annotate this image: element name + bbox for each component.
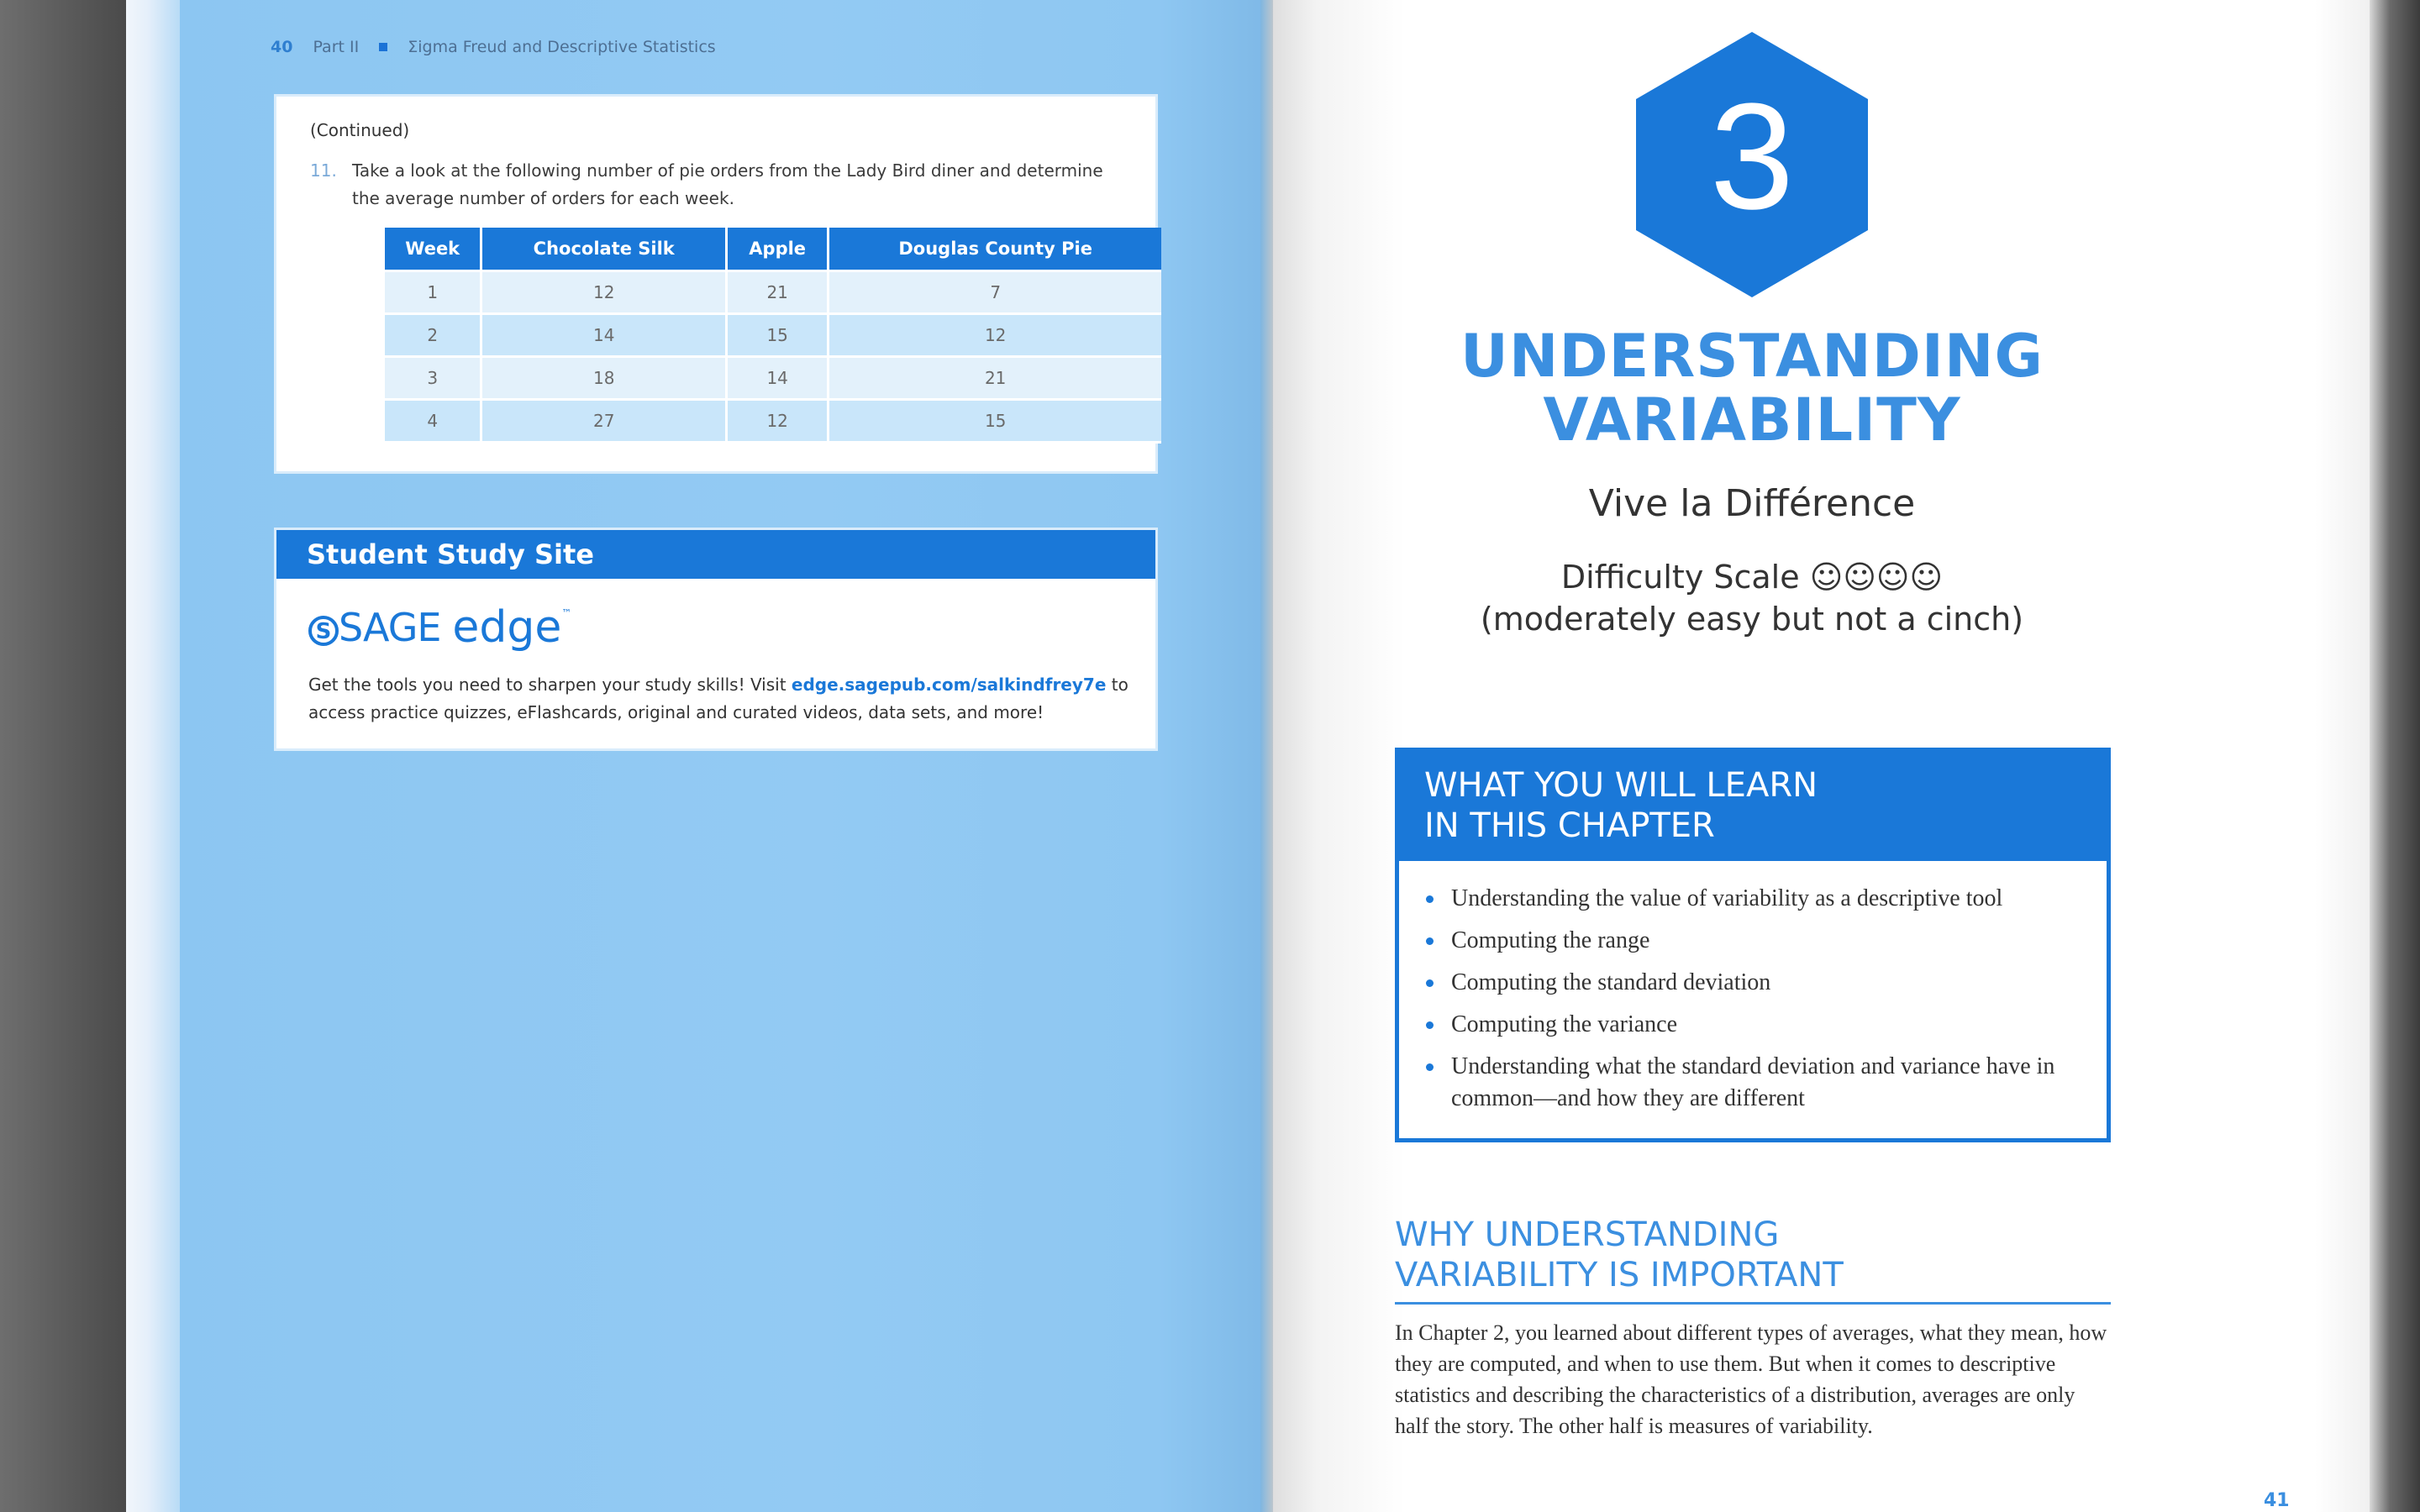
bullet-icon: [1426, 895, 1434, 903]
left-page-edge: [126, 0, 180, 1512]
why-section-body: In Chapter 2, you learned about different types of averages, what they mean, how they are computed, and when to use them. But when it comes to descriptive statistics and describing the characteristics of a distribution, averages are only half the story. The other half is measures of variability.: [1395, 1320, 2107, 1438]
list-item: [1423, 967, 2081, 999]
table-cell: 7: [829, 272, 1161, 315]
list-item: [1423, 1051, 2081, 1115]
table-row: [385, 401, 1161, 444]
study-text-after: to access practice quizzes, eFlashcards, original and curated videos, data sets, and more!: [308, 675, 1128, 722]
study-site-text: [308, 671, 1140, 727]
table-cell: 27: [482, 401, 725, 444]
difficulty-scale: [1395, 556, 2109, 640]
why-heading-line1: WHY UNDERSTANDING: [1395, 1215, 1780, 1254]
table-cell: 12: [482, 272, 725, 315]
sage-wordmark: SAGE: [339, 605, 441, 650]
sage-edge-logo: [308, 602, 572, 653]
table-header-cell: Chocolate Silk: [482, 228, 725, 272]
table-row: [385, 315, 1161, 358]
learn-item-text: Computing the variance: [1451, 1011, 1678, 1037]
question-number: 11.: [310, 160, 337, 181]
table-cell: 21: [728, 272, 827, 315]
learn-box-header: [1399, 752, 2107, 861]
table-cell: 15: [728, 315, 827, 358]
chapter-title: [1395, 324, 2109, 452]
study-text-before: Get the tools you need to sharpen your study skills! Visit: [308, 675, 792, 695]
study-site-title: Student Study Site: [276, 530, 1155, 579]
table-cell: 4: [385, 401, 480, 444]
svg-text:S: S: [315, 619, 332, 644]
table-cell: 14: [482, 315, 725, 358]
table-row: [385, 358, 1161, 401]
table-cell: 12: [728, 401, 827, 444]
study-site-link[interactable]: edge.sagepub.com/salkindfrey7e: [791, 675, 1107, 695]
table-cell: 2: [385, 315, 480, 358]
question-11: [310, 157, 1123, 213]
bullet-icon: [1426, 1063, 1434, 1071]
table-cell: 21: [829, 358, 1161, 401]
list-item: [1423, 925, 2081, 957]
part-title: Σigma Freud and Descriptive Statistics: [408, 38, 716, 56]
table-cell: 18: [482, 358, 725, 401]
table-cell: 1: [385, 272, 480, 315]
table-header-cell: Apple: [728, 228, 827, 272]
running-head: [271, 35, 716, 59]
list-item: [1423, 883, 2081, 915]
table-header-cell: Douglas County Pie: [829, 228, 1161, 272]
difficulty-line1: Difficulty Scale ☺☺☺☺: [1560, 559, 1944, 596]
pie-orders-table: [382, 228, 1164, 444]
learn-item-text: Understanding the value of variability as a descriptive tool: [1451, 885, 2003, 911]
trademark-mark: ™: [561, 607, 572, 619]
why-heading-line2: VARIABILITY IS IMPORTANT: [1395, 1256, 1844, 1294]
what-you-will-learn-box: [1395, 748, 2111, 1142]
student-study-site-box: [274, 528, 1158, 751]
table-cell: 14: [728, 358, 827, 401]
table-cell: 15: [829, 401, 1161, 444]
difficulty-line2: (moderately easy but not a cinch): [1480, 601, 2024, 638]
right-page-number: 41: [2264, 1490, 2290, 1511]
learn-item-text: Understanding what the standard deviation and variance have in common—and how they are different: [1451, 1053, 2055, 1111]
continued-label: (Continued): [310, 120, 410, 140]
table-header-row: [385, 228, 1161, 272]
table-cell: 12: [829, 315, 1161, 358]
chapter-subtitle: Vive la Différence: [1588, 482, 1916, 525]
edge-wordmark: edge: [452, 602, 562, 653]
sage-s-logo-icon: [308, 614, 339, 648]
list-item: [1423, 1009, 2081, 1041]
bullet-icon: [1426, 1021, 1434, 1029]
left-page-number: 40: [271, 38, 293, 56]
learn-item-text: Computing the range: [1451, 927, 1650, 953]
table-row: [385, 272, 1161, 315]
chapter-title-line2: VARIABILITY: [1543, 386, 1961, 454]
chapter-title-line1: UNDERSTANDING: [1460, 322, 2044, 391]
learn-item-text: Computing the standard deviation: [1451, 969, 1771, 995]
continued-exercise-box: [274, 94, 1158, 474]
right-page-edge: [2370, 0, 2420, 1512]
learn-header-line1: WHAT YOU WILL LEARN: [1424, 766, 1818, 805]
bullet-icon: [1426, 937, 1434, 945]
table-cell: 3: [385, 358, 480, 401]
question-text: Take a look at the following number of pie orders from the Lady Bird diner and determine the average number of orders for each week.: [352, 160, 1103, 208]
why-section-heading: [1395, 1215, 2111, 1305]
square-separator-icon: [379, 43, 387, 51]
chapter-number: 3: [1709, 72, 1795, 241]
learn-list: [1399, 861, 2107, 1115]
bullet-icon: [1426, 979, 1434, 987]
part-label: Part II: [313, 38, 360, 56]
table-header-cell: Week: [385, 228, 480, 272]
learn-header-line2: IN THIS CHAPTER: [1424, 806, 1715, 845]
chapter-number-hexagon: [1634, 30, 1870, 299]
